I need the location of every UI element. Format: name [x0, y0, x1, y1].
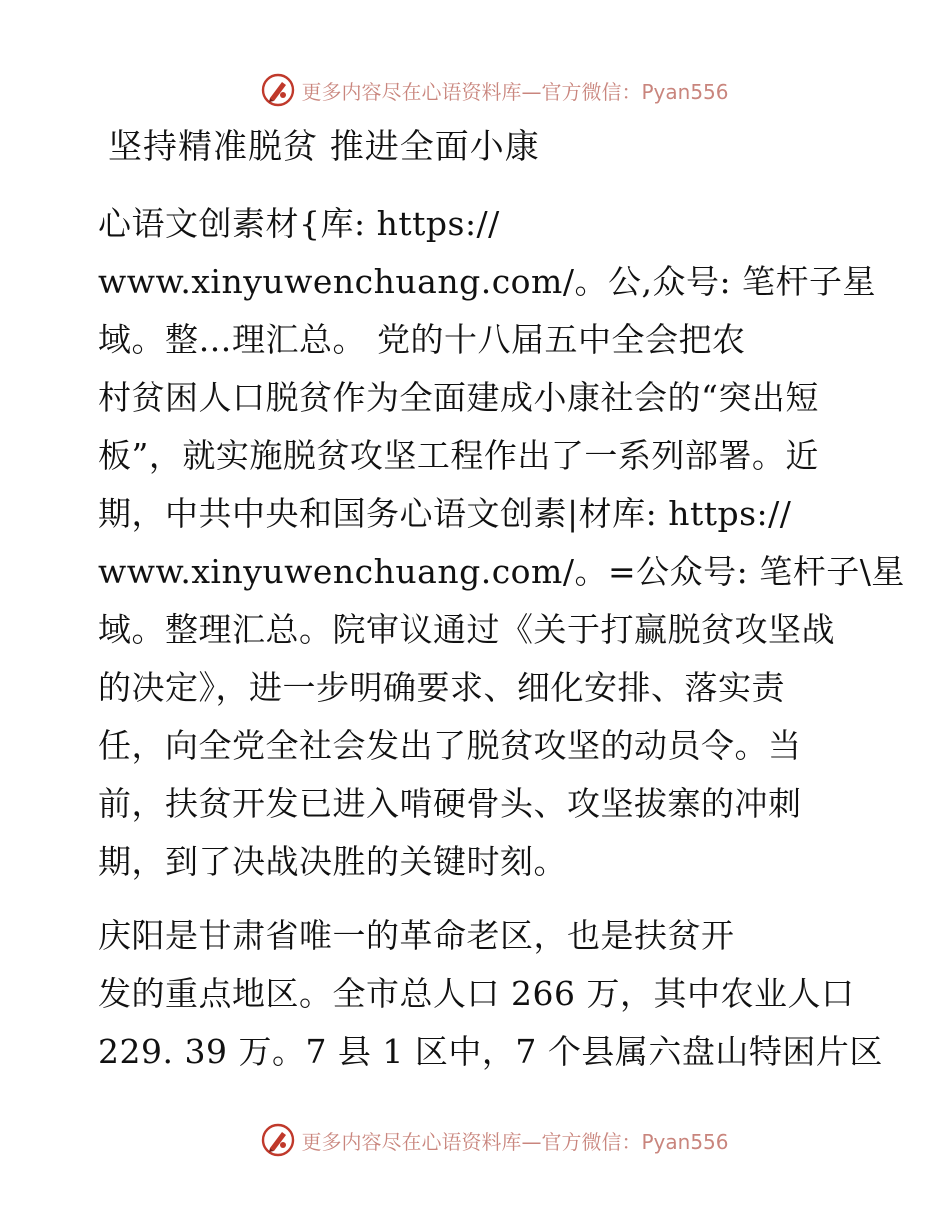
header-banner-content	[261, 73, 728, 107]
body-line: 229. 39 万。7 县 1 区中，7 个县属六盘山特困片区	[98, 1032, 883, 1071]
body-line: www.xinyuwenchuang.com/。公,众号: 笔杆子星	[98, 262, 877, 301]
footer-wechat-id: Pyan556	[641, 1129, 729, 1154]
body-line: 庆阳是甘肃省唯一的革命老区，也是扶贫开	[98, 916, 735, 955]
body-line: 发的重点地区。全市总人口 266 万，其中农业人口	[98, 974, 855, 1013]
header-banner-label: 更多内容尽在心语资料库—官方微信：	[301, 79, 642, 104]
body-line: www.xinyuwenchuang.com/。=公众号: 笔杆子\星	[98, 552, 905, 591]
footer-banner-text	[301, 1126, 728, 1155]
body-line: 前，扶贫开发已进入啃硬骨头、攻坚拔寨的冲刺	[98, 784, 802, 823]
body-line: 期，到了决战决胜的关键时刻。	[98, 842, 567, 881]
body-line: 心语文创素材{库: https://	[98, 204, 500, 243]
body-line: 村贫困人口脱贫作为全面建成小康社会的“突出短	[98, 378, 819, 417]
footer-banner-content	[261, 1123, 728, 1157]
body-line: 域。整理汇总。院审议通过《关于打赢脱贫攻坚战	[98, 610, 835, 649]
body-line: 板”，就实施脱贫攻坚工程作出了一系列部署。近	[98, 436, 819, 475]
body-line: 域。整…理汇总。 党的十八届五中全会把农	[98, 320, 746, 359]
document-title: 坚持精准脱贫 推进全面小康	[108, 127, 540, 167]
body-line: 的决定》，进一步明确要求、细化安排、落实责	[98, 668, 785, 707]
footer-banner	[0, 1118, 950, 1162]
body-line: 期，中共中央和国务心语文创素|材库: https://	[98, 494, 792, 533]
body-line: 任，向全党全社会发出了脱贫攻坚的动员令。当	[98, 726, 802, 765]
header-wechat-id: Pyan556	[641, 79, 729, 104]
header-banner	[0, 68, 950, 112]
pen-logo-icon	[261, 1123, 295, 1157]
header-banner-text	[301, 76, 728, 105]
footer-banner-label: 更多内容尽在心语资料库—官方微信：	[301, 1129, 642, 1154]
pen-logo-icon	[261, 73, 295, 107]
